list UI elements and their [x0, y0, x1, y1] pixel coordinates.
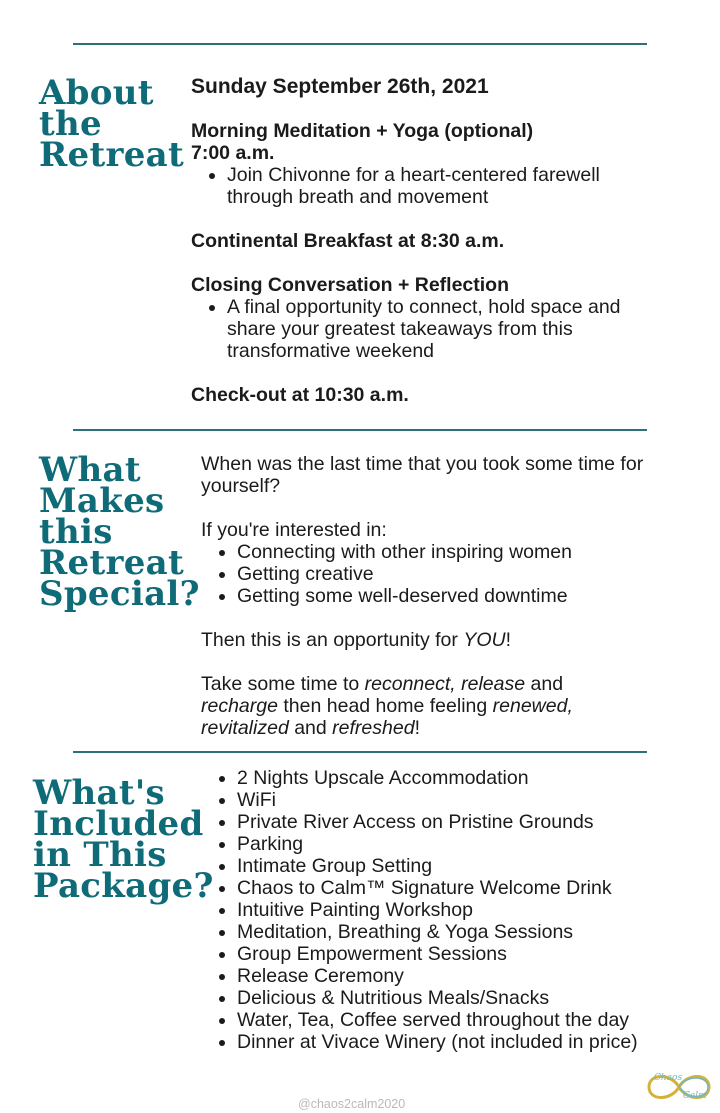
special-content: [201, 453, 661, 739]
special-question: When was the last time that you took some time for yourself?: [201, 453, 644, 497]
closing-list: [191, 296, 667, 362]
social-handle: @chaos2calm2020: [298, 1097, 406, 1111]
list-item: • Parking: [237, 833, 701, 855]
list-item: • Release Ceremony: [237, 965, 701, 987]
interests-list: [201, 541, 661, 607]
checkout-line: Check-out at 10:30 a.m.: [191, 384, 409, 406]
list-item: • 2 Nights Upscale Accommodation: [237, 767, 701, 789]
list-item: • Chaos to Calm™ Signature Welcome Drink: [237, 877, 701, 899]
svg-text:Calm: Calm: [683, 1091, 707, 1101]
divider-2: [73, 751, 647, 753]
list-item: • Private River Access on Pristine Grounds: [237, 811, 701, 833]
divider-1: [73, 429, 647, 431]
included-content: [201, 767, 701, 1053]
list-item: • Dinner at Vivace Winery (not included in price): [237, 1031, 701, 1053]
about-heading: About the Retreat: [39, 73, 184, 175]
opportunity-line: Then this is an opportunity for YOU!: [201, 629, 511, 651]
included-heading: What's Included in This Package?: [33, 773, 214, 906]
list-item: • Connecting with other inspiring women: [237, 541, 661, 563]
list-item: • A final opportunity to connect, hold space and share your greatest takeaways from this transformative weekend: [227, 296, 667, 362]
event-date: Sunday September 26th, 2021: [191, 75, 489, 98]
list-item: • Getting some well-deserved downtime: [237, 585, 661, 607]
list-item: • Group Empowerment Sessions: [237, 943, 701, 965]
svg-text:Chaos: Chaos: [654, 1073, 683, 1083]
list-item: • Intimate Group Setting: [237, 855, 701, 877]
list-item: • Delicious & Nutritious Meals/Snacks: [237, 987, 701, 1009]
list-item: • Join Chivonne for a heart-centered farewell through breath and movement: [227, 164, 647, 208]
morning-list: [191, 164, 647, 208]
chaos-to-calm-logo: [643, 1064, 715, 1110]
list-item: • Meditation, Breathing & Yoga Sessions: [237, 921, 701, 943]
closing-paragraph: Take some time to reconnect, release and recharge then head home feeling renewed, revitalized and refreshed!: [201, 673, 573, 739]
list-item: • Getting creative: [237, 563, 661, 585]
interested-intro: If you're interested in:: [201, 519, 387, 541]
included-list: [201, 767, 701, 1053]
breakfast-line: Continental Breakfast at 8:30 a.m.: [191, 230, 505, 252]
divider-top: [73, 43, 647, 45]
about-content: [191, 75, 691, 406]
list-item: • Water, Tea, Coffee served throughout the day: [237, 1009, 701, 1031]
closing-title: Closing Conversation + Reflection: [191, 274, 510, 296]
list-item: • Intuitive Painting Workshop: [237, 899, 701, 921]
morning-title: Morning Meditation + Yoga (optional): [191, 120, 534, 142]
list-item: • WiFi: [237, 789, 701, 811]
morning-time: 7:00 a.m.: [191, 142, 275, 164]
special-heading: What Makes this Retreat Special?: [39, 450, 200, 614]
